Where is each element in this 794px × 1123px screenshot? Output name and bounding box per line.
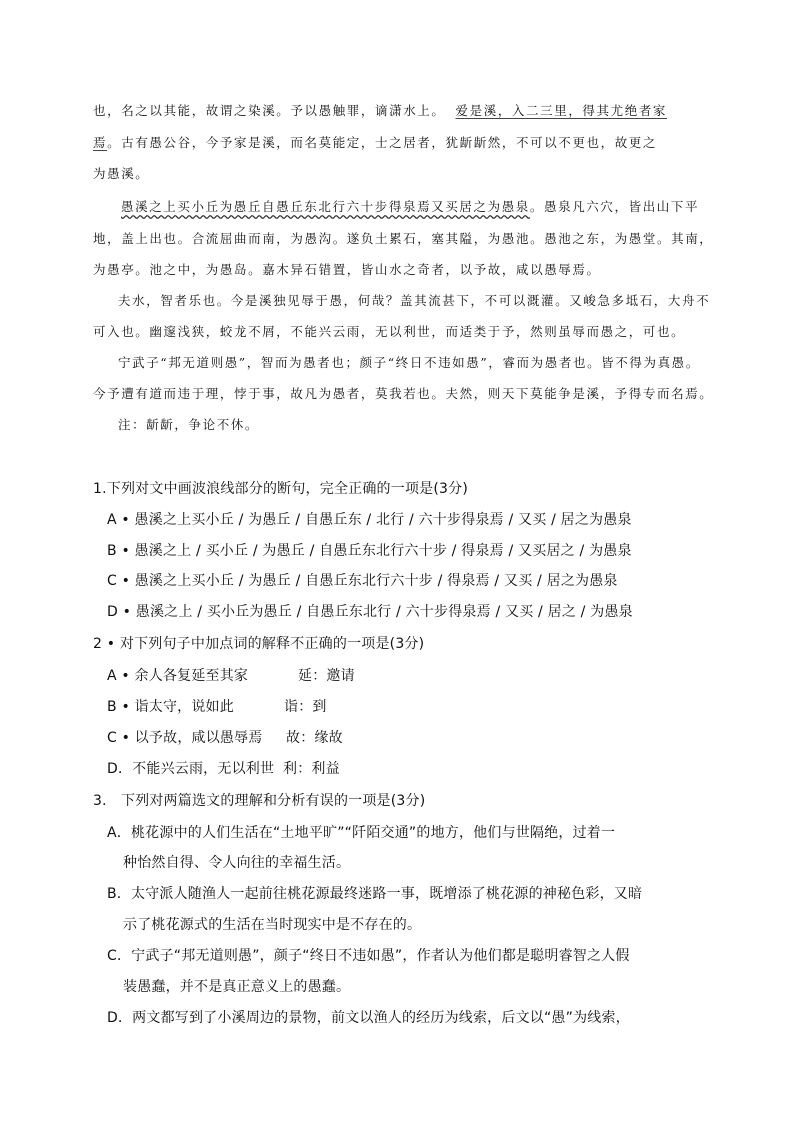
answer-option: C • 以予故，咸以愚辱焉 xyxy=(107,730,263,746)
question-stem: 1.下列对文中画波浪线部分的断句，完全正确的一项是(3分) xyxy=(93,481,468,497)
passage-text: 。古有愚公谷，今予家是溪，而名莫能定，士之居者，犹龂龂然，不可以不更也，故更之 xyxy=(107,135,658,150)
passage-line: 今予遭有道而违于理，悖于事，故凡为愚者，莫我若也。夫然，则天下莫能争是溪，予得专而名焉。 xyxy=(93,386,714,401)
answer-option: A • 余人各复延至其家 xyxy=(107,668,249,684)
passage-text: 。愚泉凡六穴，皆出山下平 xyxy=(529,199,700,214)
option-gloss: 利：利益 xyxy=(283,761,340,777)
answer-option-cont: 示了桃花源式的生活在当时现实中是不存在的。 xyxy=(123,917,422,933)
answer-option: A • 愚溪之上买小丘 / 为愚丘 / 自愚丘东 / 北行 / 六十步得泉焉 / 又买 / 居之为愚泉 xyxy=(107,512,632,528)
answer-option: D．两文都写到了小溪周边的景物，前文以渔人的经历为线索，后文以“愚”为线索， xyxy=(107,1010,630,1026)
footnote: 注：龂龂，争论不休。 xyxy=(118,417,260,432)
answer-option: B • 诣太守，说如此 xyxy=(107,699,234,715)
underlined-text: 爱是溪，入二三里，得其尤绝者家 xyxy=(455,103,668,118)
underlined-text: 焉 xyxy=(93,135,108,150)
passage-line: 地，盖上出也。合流屈曲而南，为愚沟。遂负土累石，塞其隘，为愚池。愚池之东，为愚堂。其南， xyxy=(93,231,714,246)
answer-option: A．桃花源中的人们生活在“土地平旷”“阡陌交通”的地方，他们与世隔绝，过着一 xyxy=(107,825,616,841)
question-stem: 3． 下列对两篇选文的理解和分析有误的一项是(3分) xyxy=(93,793,426,809)
passage-line: 夫水，智者乐也。今是溪独见辱于愚，何哉？盖其流甚下，不可以溉灌。又峻急多坻石，大舟不 xyxy=(118,293,711,308)
passage-line: 为愚溪。 xyxy=(93,166,150,181)
answer-option: B • 愚溪之上 / 买小丘 / 为愚丘 / 自愚丘东北行六十步 / 得泉焉 / 又买居之 / 为愚泉 xyxy=(107,543,632,559)
passage-line xyxy=(93,101,667,119)
answer-option: C • 愚溪之上买小丘 / 为愚丘 / 自愚丘东北行六十步 / 得泉焉 / 又买 / 居之为愚泉 xyxy=(107,573,618,589)
answer-option: D • 愚溪之上 / 买小丘为愚丘 / 自愚丘东北行 / 六十步得泉焉 / 又买 / 居之 / 为愚泉 xyxy=(107,604,633,620)
answer-option: C．宁武子“邦无道则愚”，颜子“终日不违如愚”，作者认为他们都是聪明睿智之人假 xyxy=(107,948,630,964)
wavy-underlined-text: 愚溪之上买小丘为愚丘自愚丘东北行六十步得泉焉又买居之为愚泉 xyxy=(121,199,530,214)
answer-option-cont: 种怡然自得、令人向往的幸福生活。 xyxy=(123,855,351,871)
passage-line xyxy=(93,133,657,151)
answer-option: D．不能兴云雨，无以利世 xyxy=(107,761,275,777)
option-gloss: 诣：到 xyxy=(284,699,327,715)
passage-line xyxy=(121,197,699,215)
option-gloss: 延：邀请 xyxy=(298,668,355,684)
answer-option: B．太守派人随渔人一起前往桃花源最终迷路一事，既增添了桃花源的神秘色彩，又暗 xyxy=(107,886,643,902)
passage-line: 宁武子“邦无道则愚”，智而为愚者也；颜子“终日不违如愚”，睿而为愚者也。皆不得为真愚。 xyxy=(118,355,700,370)
passage-text: 也，名之以其能，故谓之染溪。予以愚触罪，谪潇水上。 xyxy=(93,103,446,118)
passage-line: 可入也。幽邃浅狭，蛟龙不屑，不能兴云雨，无以利世，而适类于予，然则虽辱而愚之，可也。 xyxy=(93,324,686,339)
question-stem: 2 • 对下列句子中加点词的解释不正确的一项是(3分) xyxy=(93,636,425,652)
passage-line: 为愚亭。池之中，为愚岛。嘉木异石错置，皆山水之奇者，以予故，咸以愚辱焉。 xyxy=(93,262,601,277)
answer-option-cont: 装愚蠢，并不是真正意义上的愚蠢。 xyxy=(123,979,351,995)
option-gloss: 故：缘故 xyxy=(286,730,343,746)
